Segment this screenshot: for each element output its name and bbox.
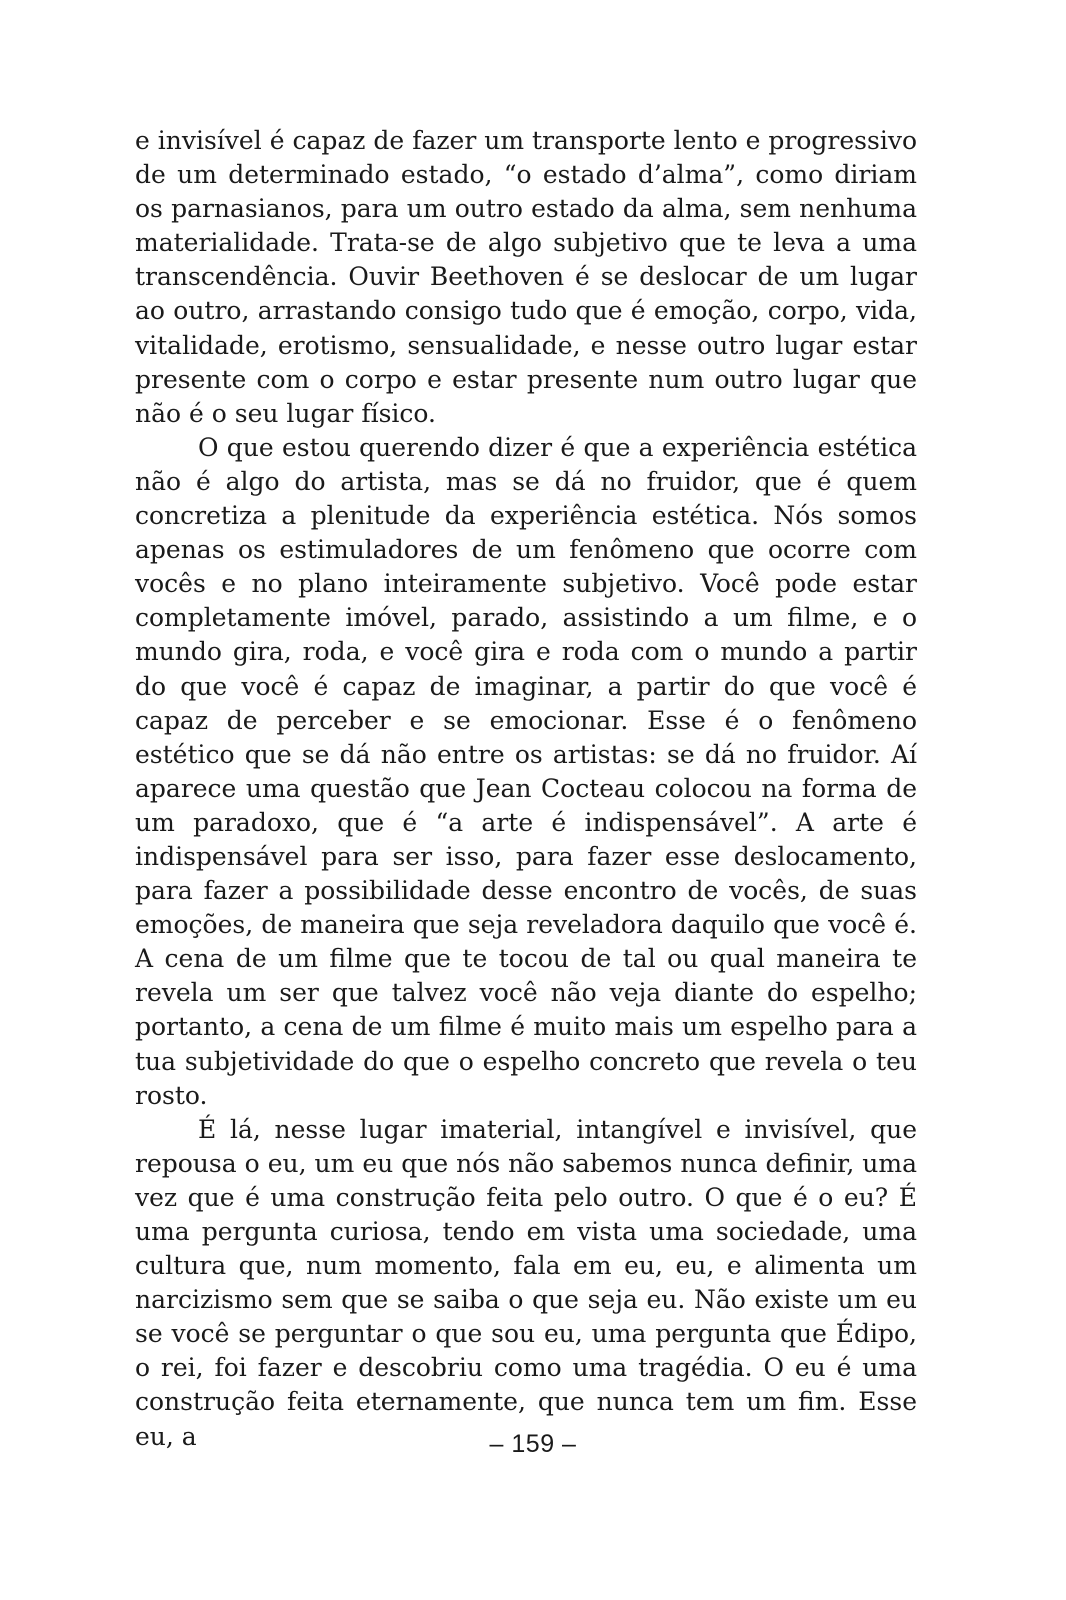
paragraph-1: e invisível é capaz de fazer um transporte lento e progressivo de um determinado estado, “o estado d’alma”, como diriam os parnasianos, para um outro estado da alma, sem nenhuma materialidade. Trata-se de algo subjetivo que te leva a uma transcendência. Ouvir Beethoven é se deslocar de um lugar ao outro, arrastando consigo tudo que é emoção, corpo, vida, vitalidade, erotismo, sensualidade, e nesse outro lugar estar presente com o corpo e estar presente num outro lugar que não é o seu lugar físico. — [135, 126, 917, 428]
page-body — [135, 124, 917, 1454]
paragraph-2: O que estou querendo dizer é que a experiência estética não é algo do artista, mas se dá no fruidor, que é quem concretiza a plenitude da experiência estética. Nós somos apenas os estimuladores de um fenômeno que ocorre com vocês e no plano inteiramente subjetivo. Você pode estar completamente imóvel, parado, assistindo a um filme, e o mundo gira, roda, e você gira e roda com o mundo a partir do que você é capaz de imaginar, a partir do que você é capaz de perceber e se emocionar. Esse é o fenômeno estético que se dá não entre os artistas: se dá no fruidor. Aí aparece uma questão que Jean Cocteau colocou na forma de um paradoxo, que é “a arte é indispensável”. A arte é indispensável para ser isso, para fazer esse deslocamento, para fazer a possibilidade desse encontro de vocês, de suas emoções, de maneira que seja reveladora daquilo que você é. A cena de um filme que te tocou de tal ou qual maneira te revela um ser que talvez você não veja diante do espelho; portanto, a cena de um filme é muito mais um espelho para a tua subjetividade do que o espelho concreto que revela o teu rosto. — [135, 432, 917, 1110]
page-number: – 159 – — [489, 1430, 577, 1458]
paragraph-3: É lá, nesse lugar imaterial, intangível e invisível, que repousa o eu, um eu que nós não sabemos nunca definir, uma vez que é uma construção feita pelo outro. O que é o eu? É uma pergunta curiosa, tendo em vista uma sociedade, uma cultura que, num momento, fala em eu, eu, e alimenta um narcizismo sem que se saiba o que seja eu. Não existe um eu se você se perguntar o que sou eu, uma pergunta que Édipo, o rei, foi fazer e descobriu como uma tragédia. O eu é uma construção feita eternamente, que nunca tem um fim. Esse eu, a — [135, 1114, 917, 1451]
